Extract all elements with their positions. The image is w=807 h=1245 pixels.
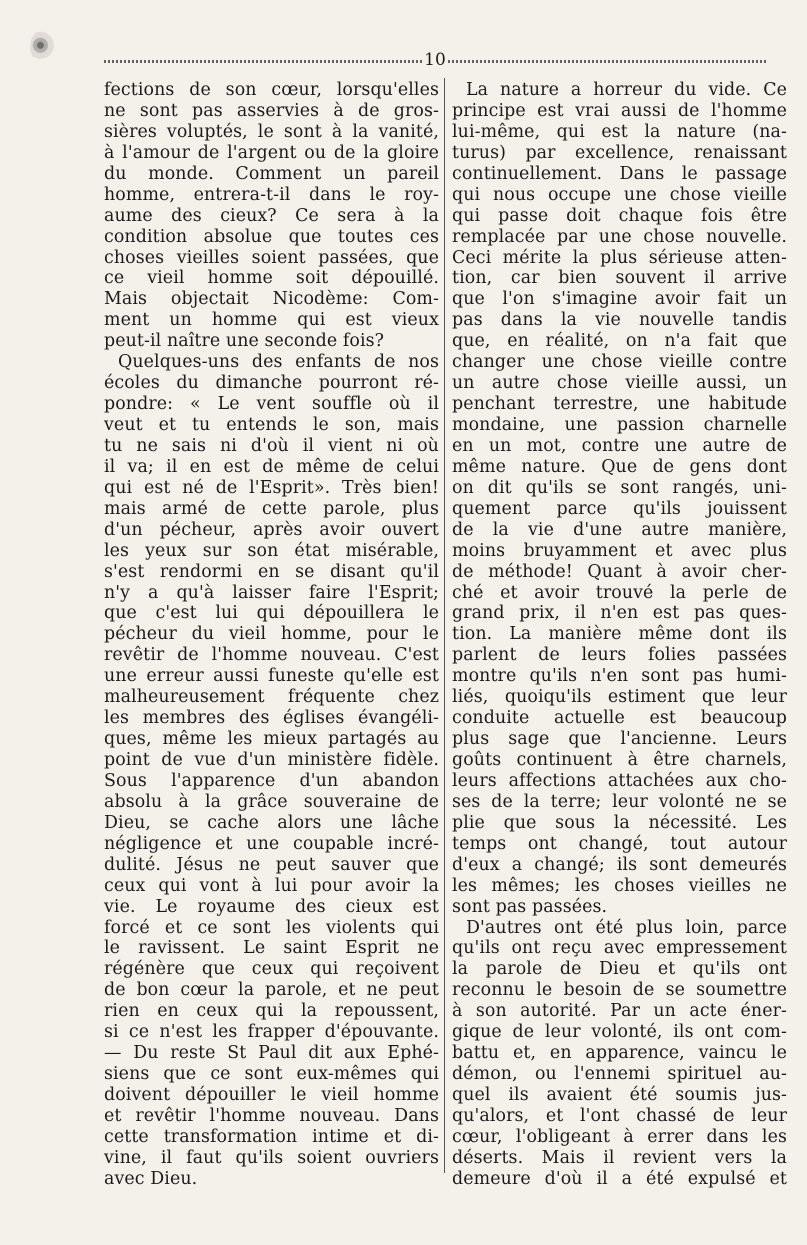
text-line: ses de la terre; leur volonté ne se <box>452 791 787 812</box>
text-line: fections de son cœur, lorsqu'elles <box>104 80 439 100</box>
text-line: déserts. Mais il revient vers la <box>452 1147 787 1168</box>
text-line: cœur, l'obligeant à errer dans les <box>452 1126 787 1147</box>
text-line: moins bruyamment et avec plus <box>452 540 787 561</box>
text-line: qui est né de l'Esprit». Très bien! <box>104 477 439 498</box>
text-line: Dieu, se cache alors une lâche <box>104 812 439 833</box>
text-line: leurs affections attachées aux cho- <box>452 770 787 791</box>
running-header <box>104 50 766 70</box>
text-line: homme, entrera-t-il dans le roy- <box>104 184 439 205</box>
text-line: ceux qui vont à lui pour avoir la <box>104 875 439 896</box>
right-column <box>452 80 787 1190</box>
text-line: pas dans la vie nouvelle tandis <box>452 310 787 331</box>
text-line: veut et tu entends le son, mais <box>104 415 439 435</box>
text-line: gique de leur volonté, ils ont com- <box>452 1022 787 1043</box>
text-line: changer une chose vieille contre <box>452 352 787 373</box>
text-line: une erreur aussi funeste qu'elle est <box>104 666 439 687</box>
text-line: turus) par excellence, renaissant <box>452 142 787 163</box>
text-line: malheureusement fréquente chez <box>104 687 439 708</box>
text-line: qui passe doit chaque fois être <box>452 205 787 226</box>
text-line: les membres des églises évangéli- <box>104 708 439 729</box>
text-line: grand prix, il n'en est pas ques- <box>452 603 787 624</box>
text-line: de bon cœur la parole, et ne peut <box>104 980 439 1001</box>
left-column <box>104 80 439 1190</box>
text-line: aume des cieux? Ce sera à la <box>104 205 439 226</box>
text-line: — Du reste St Paul dit aux Ephé- <box>104 1043 439 1064</box>
text-line: Sous l'apparence d'un abandon <box>104 770 439 791</box>
text-line: battu et, en apparence, vaincu le <box>452 1043 787 1064</box>
text-line: en un mot, contre une autre de <box>452 435 787 456</box>
text-line: la parole de Dieu et qu'ils ont <box>452 959 787 980</box>
text-line: mais armé de cette parole, plus <box>104 498 439 519</box>
text-line: il va; il en est de même de celui <box>104 456 439 477</box>
text-line: écoles du dimanche pourront ré- <box>104 373 439 394</box>
text-line: tion. La manière même dont ils <box>452 624 787 645</box>
text-line: dulité. Jésus ne peut sauver que <box>104 854 439 875</box>
text-line: parlent de leurs folies passées <box>452 645 787 666</box>
text-line: quel ils avaient été soumis jus- <box>452 1085 787 1105</box>
text-line: plie que sous la nécessité. Les <box>452 812 787 833</box>
header-rule-left <box>104 60 422 63</box>
text-line: que c'est lui qui dépouillera le <box>104 603 439 624</box>
text-line: que l'on s'imagine avoir fait un <box>452 289 787 310</box>
text-line: à son autorité. Par un acte éner- <box>452 1001 787 1022</box>
text-line: pondre: « Le vent souffle où il <box>104 394 439 415</box>
text-line: peut-il naître une seconde fois? <box>104 331 385 352</box>
text-line: Ceci mérite la plus sérieuse atten- <box>452 247 787 268</box>
text-line: si ce n'est les frapper d'épouvante. <box>104 1022 439 1043</box>
text-line: rien en ceux qui la repoussent, <box>104 1001 439 1022</box>
text-line: ce vieil homme soit dépouillé. <box>104 268 439 289</box>
text-line: temps ont changé, tout autour <box>452 833 787 854</box>
text-line: d'un pécheur, après avoir ouvert <box>104 519 439 540</box>
text-line: revêtir de l'homme nouveau. C'est <box>104 645 439 666</box>
text-line: sont pas passées. <box>452 896 608 917</box>
text-line: régénère que ceux qui reçoivent <box>104 959 439 980</box>
text-line: de la vie d'une autre manière, <box>452 519 787 540</box>
text-line: vie. Le royaume des cieux est <box>104 896 439 917</box>
text-line: La nature a horreur du vide. Ce <box>466 80 787 100</box>
text-line: continuellement. Dans le passage <box>452 163 787 184</box>
text-line: le ravissent. Le saint Esprit ne <box>104 938 439 959</box>
text-line: lui-même, qui est la nature (na- <box>452 121 787 142</box>
text-line: plus sage que l'ancienne. Leurs <box>452 729 787 750</box>
text-line: demeure d'où il a été expulsé et <box>452 1168 787 1189</box>
text-line: absolu à la grâce souveraine de <box>104 791 439 812</box>
text-line: avec Dieu. <box>104 1168 198 1189</box>
text-line: D'autres ont été plus loin, parce <box>466 917 787 938</box>
text-line: à l'amour de l'argent ou de la gloire <box>104 142 439 163</box>
text-line: que, en réalité, on n'a fait que <box>452 331 787 352</box>
text-line: même nature. Que de gens dont <box>452 456 787 477</box>
text-line: mondaine, une passion charnelle <box>452 415 787 435</box>
text-line: ment un homme qui est vieux <box>104 310 439 331</box>
text-line: ques, même les mieux partagés au <box>104 729 439 750</box>
text-line: Mais objectait Nicodème: Com- <box>104 289 439 310</box>
text-line: Quelques-uns des enfants de nos <box>118 352 439 373</box>
text-line: tion, car bien souvent il arrive <box>452 268 787 289</box>
ink-blot <box>30 30 56 64</box>
text-line: les yeux sur son état misérable, <box>104 540 439 561</box>
text-line: montre qu'ils n'en sont pas humi- <box>452 666 787 687</box>
text-line: forcé et ce sont les violents qui <box>104 917 439 938</box>
page-number: 10 <box>424 50 446 70</box>
text-line: les mêmes; les choses vieilles ne <box>452 875 787 896</box>
text-line: reconnu le besoin de se soumettre <box>452 980 787 1001</box>
text-line: du monde. Comment un pareil <box>104 163 439 184</box>
text-line: qu'ils ont reçu avec empressement <box>452 938 787 959</box>
text-line: cette transformation intime et di- <box>104 1126 439 1147</box>
text-line: tu ne sais ni d'où il vient ni où <box>104 435 439 456</box>
text-line: goûts continuent à être charnels, <box>452 750 787 770</box>
text-line: de méthode! Quant à avoir cher- <box>452 561 787 582</box>
text-line: négligence et une coupable incré- <box>104 833 439 854</box>
text-line: vine, il faut qu'ils soient ouvriers <box>104 1147 439 1168</box>
text-line: ne sont pas asservies à de gros- <box>104 100 439 121</box>
text-line: n'y a qu'à laisser faire l'Esprit; <box>104 582 439 603</box>
text-line: principe est vrai aussi de l'homme <box>452 100 787 121</box>
text-line: s'est rendormi en se disant qu'il <box>104 561 439 582</box>
text-line: pécheur du vieil homme, pour le <box>104 624 439 645</box>
text-line: penchant terrestre, une habitude <box>452 394 787 415</box>
text-line: qui nous occupe une chose vieille <box>452 184 787 205</box>
text-line: ché et avoir trouvé la perle de <box>452 582 787 603</box>
text-line: d'eux a changé; ils sont demeurés <box>452 854 787 875</box>
text-line: liés, quoiqu'ils estiment que leur <box>452 687 787 708</box>
text-line: condition absolue que toutes ces <box>104 226 439 247</box>
column-divider <box>444 78 445 1173</box>
text-line: quement parce qu'ils jouissent <box>452 498 787 519</box>
header-rule-right <box>448 60 766 63</box>
text-line: conduite actuelle est beaucoup <box>452 708 787 729</box>
text-line: et revêtir l'homme nouveau. Dans <box>104 1105 439 1126</box>
text-line: démon, ou l'ennemi spirituel au- <box>452 1064 787 1085</box>
text-line: sières voluptés, le sont à la vanité, <box>104 121 439 142</box>
text-line: doivent dépouiller le vieil homme <box>104 1085 439 1105</box>
text-line: choses vieilles soient passées, que <box>104 247 439 268</box>
text-line: on dit qu'ils se sont rangés, uni- <box>452 477 787 498</box>
text-line: remplacée par une chose nouvelle. <box>452 226 787 247</box>
text-line: point de vue d'un ministère fidèle. <box>104 750 439 770</box>
text-line: siens que ce sont eux-mêmes qui <box>104 1064 439 1085</box>
text-line: un autre chose vieille aussi, un <box>452 373 787 394</box>
text-line: qu'alors, et l'ont chassé de leur <box>452 1105 787 1126</box>
